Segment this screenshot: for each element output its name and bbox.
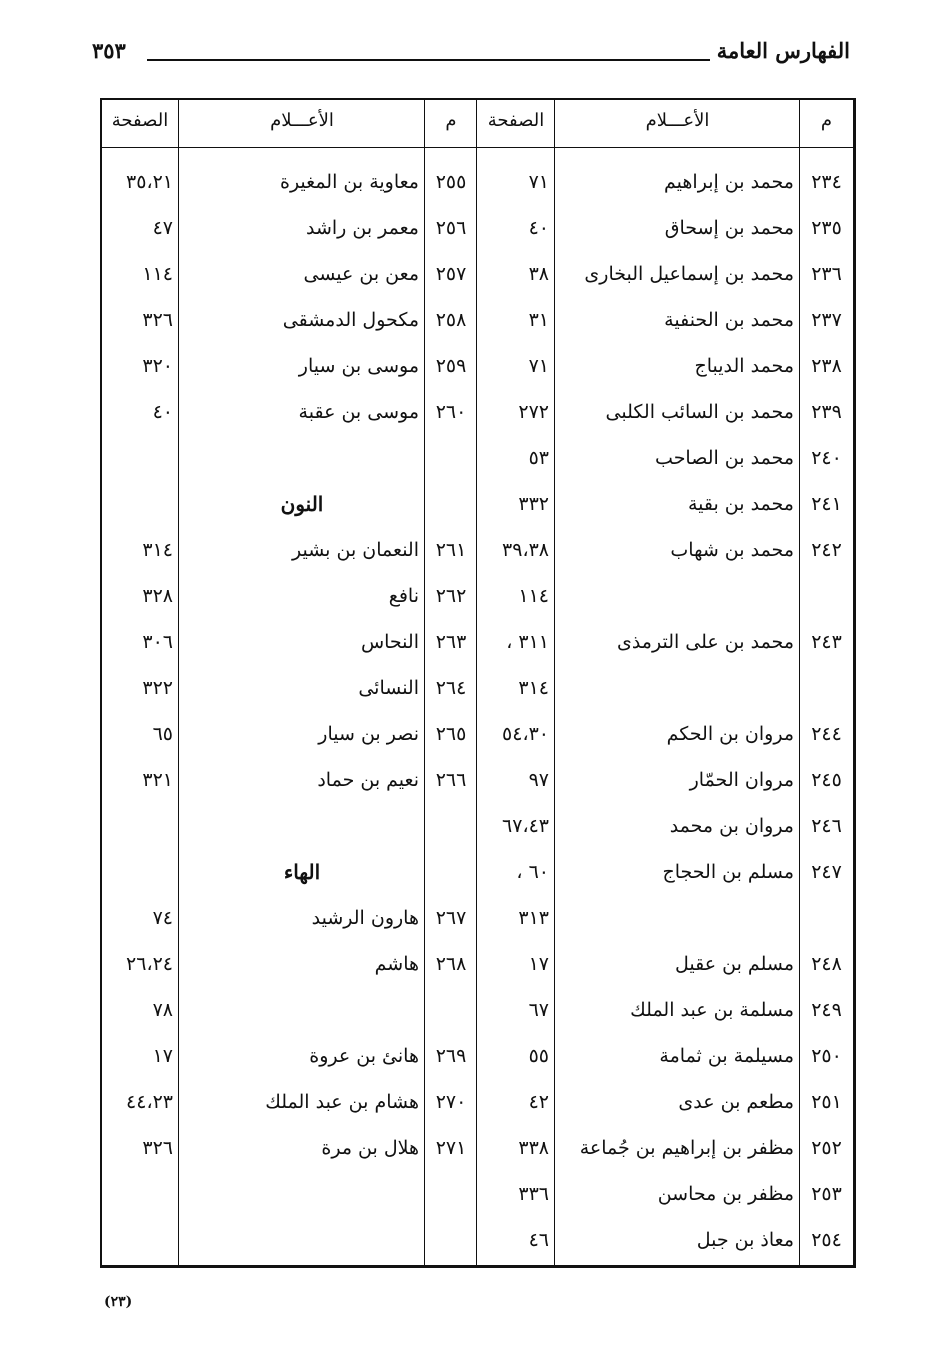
left-entry-row	[102, 530, 853, 570]
entry-name: محمد بن الحنفية	[664, 309, 794, 331]
entry-number: ٢٥٢	[811, 1137, 842, 1159]
column-title-names-left: الأعـــلام	[270, 110, 334, 131]
entry-name: نصر بن سيار	[318, 723, 419, 745]
column-title-pages-left: الصفحة	[111, 110, 169, 131]
entry-pages: ٣٢١	[142, 769, 173, 791]
entry-name: مروان بن الحكم	[666, 723, 794, 745]
entry-number: ٢٤٩	[811, 999, 842, 1021]
entry-name: محمد بن شهاب	[670, 539, 794, 561]
signature-mark: (٢٣)	[104, 1294, 133, 1310]
page-number: ٣٥٣	[92, 38, 126, 63]
entry-name: مظفر بن إبراهيم بن جُماعة	[579, 1137, 794, 1159]
entry-name: مطعم بن عدى	[678, 1091, 794, 1113]
entry-pages: ٧١	[528, 355, 549, 377]
left-entry-row	[102, 944, 853, 984]
entry-name: معن بن عيسى	[303, 263, 419, 285]
entry-pages: ٢٧٢	[518, 401, 549, 423]
left-entry-row	[102, 208, 853, 248]
entry-pages	[101, 806, 179, 846]
entry-number: ٢٥١	[811, 1091, 842, 1113]
index-table	[100, 98, 856, 1268]
entry-name: محمد الديباج	[694, 355, 794, 377]
entry-number: ٢٤٧	[811, 861, 842, 883]
entry-name: معاوية بن المغيرة	[279, 171, 419, 193]
entry-number: ٢٦٦	[435, 769, 467, 791]
entry-pages: ٢٦،٢٤	[126, 953, 173, 975]
entry-name: هاشم	[374, 953, 419, 975]
entry-name: هانئ بن عروة	[309, 1045, 419, 1067]
entry-pages: ٦٧	[528, 999, 549, 1021]
entry-number: ٢٦٣	[435, 631, 467, 653]
entry-number: ٢٤٦	[811, 815, 842, 837]
entry-number	[425, 806, 477, 846]
entry-pages: ١١٤	[142, 263, 173, 285]
entry-number: ٢٦٥	[435, 723, 467, 745]
entry-number: ٢٥٨	[435, 309, 467, 331]
entry-name: محمد بن إسماعيل البخارى	[584, 263, 794, 285]
entry-number: ٢٤١	[811, 493, 842, 515]
entry-pages: ١٧	[528, 953, 549, 975]
entry-pages: ٥٣	[528, 447, 549, 469]
left-entry-row	[102, 392, 853, 432]
entry-number: ٢٣٦	[811, 263, 842, 285]
column-title-number-right: م	[820, 110, 833, 131]
entry-pages: ٣٩،٣٨	[502, 539, 549, 561]
entry-pages: ٣٣٢	[518, 493, 549, 515]
entry-pages: ٣٢٠	[142, 355, 173, 377]
entry-number: ٢٤٠	[811, 447, 842, 469]
entry-number: ٢٦١	[435, 539, 467, 561]
entry-number: ٢٤٨	[811, 953, 842, 975]
entry-pages: ٣١٤	[518, 677, 549, 699]
entry-number: ٢٦٧	[435, 907, 467, 929]
left-entry-row	[102, 852, 853, 892]
entry-pages: ٦٧،٤٣	[502, 815, 549, 837]
entry-pages: ٣٢٢	[142, 677, 173, 699]
entry-pages: ٧٨	[152, 999, 173, 1021]
entry-name: مروان بن محمد	[669, 815, 794, 837]
entry-number: ٢٣٨	[811, 355, 842, 377]
column-title-pages-right: الصفحة	[487, 110, 545, 131]
entry-name: معمر بن راشد	[306, 217, 419, 239]
left-entry-row	[102, 714, 853, 754]
entry-pages: ٤٦	[528, 1229, 549, 1251]
entry-pages: ١١٤	[518, 585, 549, 607]
entry-name: محمد بن بقية	[687, 493, 794, 515]
entry-number: ٢٧١	[435, 1137, 467, 1159]
left-entry-row	[102, 346, 853, 386]
left-entry-row	[102, 622, 853, 662]
entry-number: ٢٣٩	[811, 401, 842, 423]
left-entry-row	[102, 254, 853, 294]
entry-number: ٢٤٥	[811, 769, 842, 791]
left-entry-row	[102, 162, 853, 202]
entry-pages: ٥٥	[528, 1045, 549, 1067]
entry-pages: ٣٣٨	[518, 1137, 549, 1159]
entry-number: ٢٥٤	[811, 1229, 842, 1251]
entry-name: مسلم بن عقيل	[675, 953, 794, 975]
entry-pages: ٣٢٨	[142, 585, 173, 607]
entry-pages: ٤٠	[152, 401, 173, 423]
left-entry-row	[102, 668, 853, 708]
header-divider	[102, 147, 853, 148]
entry-name: مظفر بن محاسن	[657, 1183, 794, 1205]
column-title-number-left: م	[445, 110, 457, 131]
entry-name	[183, 990, 419, 1030]
entry-pages	[101, 438, 179, 478]
entry-number: ٢٤٤	[811, 723, 842, 745]
entry-number: ٢٤٢	[811, 539, 842, 561]
entry-pages: ١٧	[152, 1045, 173, 1067]
entry-number: ٢٦٠	[435, 401, 467, 423]
running-title: الفهارس العامة	[716, 38, 850, 63]
left-entry-row	[102, 760, 853, 800]
entry-number: ٢٥٦	[435, 217, 467, 239]
entry-name	[183, 806, 419, 846]
left-entry-row	[102, 300, 853, 340]
entry-number: ٢٥٣	[811, 1183, 842, 1205]
entry-name: مسيلمة بن ثمامة	[659, 1045, 794, 1067]
entry-pages: ٤٧	[152, 217, 173, 239]
left-entry-row	[102, 576, 853, 616]
entry-number: ٢٤٣	[811, 631, 842, 653]
entry-name: النحاس	[360, 631, 419, 653]
left-entry-row	[102, 484, 853, 524]
entry-name: محمد بن الصاحب	[655, 447, 794, 469]
entry-pages: ٦٠ ،	[516, 861, 549, 883]
entry-number: ٢٣٥	[811, 217, 842, 239]
entry-name: نعيم بن حماد	[317, 769, 419, 791]
section-heading: النون	[280, 492, 324, 516]
entry-name: النعمان بن بشير	[292, 539, 419, 561]
entry-number	[425, 990, 477, 1030]
left-entry-row	[102, 898, 853, 938]
entry-pages: ٧١	[528, 171, 549, 193]
entry-name: محمد بن إبراهيم	[664, 171, 794, 193]
entry-name: موسى بن سيار	[298, 355, 419, 377]
entry-name: النسائى	[358, 677, 419, 699]
entry-pages: ٣٢٦	[142, 309, 173, 331]
entry-number	[425, 438, 477, 478]
section-heading: الهاء	[283, 860, 321, 884]
entry-number: ٢٥٧	[435, 263, 467, 285]
entry-pages: ٤٤،٢٣	[126, 1091, 173, 1113]
entry-pages: ٤٠	[528, 217, 549, 239]
entry-pages: ٣١	[528, 309, 549, 331]
entry-number: ٢٥٩	[435, 355, 467, 377]
entry-number: ٢٥٥	[435, 171, 467, 193]
entry-number: ٢٣٤	[811, 171, 842, 193]
entry-name: هشام بن عبد الملك	[265, 1091, 419, 1113]
entry-name: موسى بن عقبة	[298, 401, 419, 423]
left-entry-row	[102, 990, 853, 1030]
entry-pages: ٣١١ ،	[506, 631, 549, 653]
entry-pages: ٣٠٦	[142, 631, 173, 653]
left-entry-row	[102, 438, 853, 478]
left-entry-row	[102, 806, 853, 846]
entry-pages: ٣١٤	[142, 539, 173, 561]
column-title-names-right: الأعـــلام	[645, 110, 710, 131]
entry-name: نافع	[388, 585, 419, 607]
entry-pages: ٣٢٦	[142, 1137, 173, 1159]
entry-name	[183, 438, 419, 478]
right-entry-row	[102, 1174, 853, 1214]
entry-number: ٢٦٩	[435, 1045, 467, 1067]
entry-name: هلال بن مرة	[321, 1137, 419, 1159]
right-entry-row	[102, 1220, 853, 1260]
entry-pages: ٣١٣	[518, 907, 549, 929]
entry-pages: ٣٥،٢١	[126, 171, 173, 193]
entry-number: ٢٦٤	[435, 677, 467, 699]
entry-pages: ٣٨	[528, 263, 549, 285]
entry-pages: ٤٢	[528, 1091, 549, 1113]
entry-name: محمد بن السائب الكلبى	[605, 401, 794, 423]
entry-name: محمد بن على الترمذى	[616, 631, 794, 653]
entry-name: مروان الحمّار	[689, 769, 794, 791]
entry-name: مسلم بن الحجاج	[662, 861, 794, 883]
left-entry-row	[102, 1128, 853, 1168]
left-entry-row	[102, 1036, 853, 1076]
header-rule	[147, 59, 710, 61]
entry-pages: ٧٤	[152, 907, 173, 929]
entry-pages: ٦٥	[152, 723, 173, 745]
entry-number: ٢٧٠	[435, 1091, 467, 1113]
entry-name: مسلمة بن عبد الملك	[630, 999, 794, 1021]
entry-number: ٢٦٨	[435, 953, 467, 975]
entry-pages: ٩٧	[528, 769, 549, 791]
left-entry-row	[102, 1082, 853, 1122]
entry-number: ٢٥٠	[811, 1045, 842, 1067]
entry-pages: ٣٣٦	[518, 1183, 549, 1205]
entry-name: محمد بن إسحاق	[664, 217, 794, 239]
entry-name: مكحول الدمشقى	[282, 309, 419, 331]
page-header	[92, 38, 850, 78]
entry-name: معاذ بن جبل	[696, 1229, 794, 1251]
entry-number: ٢٦٢	[435, 585, 467, 607]
entry-name: هارون الرشيد	[311, 907, 419, 929]
entry-pages: ٥٤،٣٠	[502, 723, 549, 745]
entry-number: ٢٣٧	[811, 309, 842, 331]
